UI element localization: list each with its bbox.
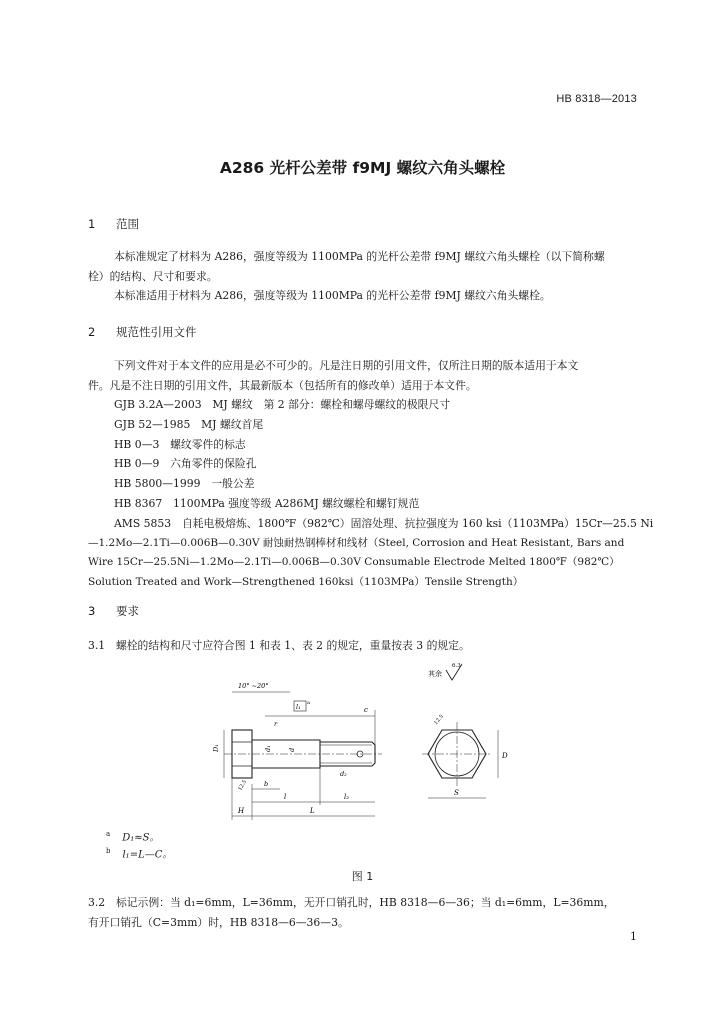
clause-3-2 xyxy=(88,893,638,932)
refs-intro xyxy=(88,356,638,395)
text-line: 下列文件对于本文件的应用是必不可少的。凡是注日期的引用文件，仅所注日期的版本适用于本文 xyxy=(114,359,579,372)
footnote-mark: b xyxy=(106,847,111,855)
dim-L: L xyxy=(310,807,315,815)
dim-S: S xyxy=(454,789,459,797)
chamfer-roughness: 12.5 xyxy=(237,779,249,792)
dim-a-superscript: a xyxy=(307,700,310,706)
bolt-drawing xyxy=(180,660,520,822)
text-line: 本标准适用于材料为 A286，强度等级为 1100MPa 的光杆公差带 f9MJ 螺纹六角头螺栓。 xyxy=(114,289,551,302)
text-line: —1.2Mo—2.1Ti—0.006B—0.30V 耐蚀耐热钢棒材和线材（Steel, Corrosion and Heat Resistant, Bars and xyxy=(88,536,625,549)
section-3-heading xyxy=(88,603,139,619)
dim-d1: d₁ xyxy=(264,745,272,752)
scope-paragraph-2 xyxy=(88,286,638,306)
dim-d: d xyxy=(288,747,296,752)
dim-H: H xyxy=(238,807,245,815)
reference-item: HB 8367 1100MPa 强度等级 A286MJ 螺纹螺栓和螺钉规范 xyxy=(114,496,420,510)
page-title: A286 光杆公差带 f9MJ 螺纹六角头螺栓 xyxy=(219,159,506,177)
angle-label: 10° ~20° xyxy=(238,682,269,690)
text-line: Wire 15Cr—25.5Ni—1.2Mo—2.1Ti—0.006B—0.30V Consumable Electrode Melted 1800℉（982℃） xyxy=(88,556,620,568)
dim-r: r xyxy=(274,720,278,728)
roughness-value: 6.3 xyxy=(452,663,461,669)
roughness-label: 其余 xyxy=(428,670,442,678)
section-title: 规范性引用文件 xyxy=(116,325,197,339)
section-number: 3 xyxy=(88,604,96,618)
reference-item: HB 0—3 螺纹零件的标志 xyxy=(114,437,246,451)
text-line: 有开口销孔（C=3mm）时，HB 8318—6—36—3。 xyxy=(88,915,349,929)
dim-b: b xyxy=(264,780,269,788)
reference-item: GJB 3.2A—2003 MJ 螺纹 第 2 部分：螺栓和螺母螺纹的极限尺寸 xyxy=(114,398,451,411)
footnote-text: D₁≈S。 xyxy=(122,832,160,844)
text-line: 栓）的结构、尺寸和要求。 xyxy=(88,269,218,283)
reference-item: GJB 52—1985 MJ 螺纹首尾 xyxy=(114,417,264,431)
dim-c: c xyxy=(364,706,368,714)
text-line: Solution Treated and Work—Strengthened 160ksi（1103MPa）Tensile Strength） xyxy=(88,575,524,588)
clause-3-1: 3.1 螺栓的结构和尺寸应符合图 1 和表 1、表 2 的规定，重量按表 3 的规定。 xyxy=(88,639,470,652)
dim-D: D xyxy=(502,752,508,760)
section-title: 范围 xyxy=(116,217,139,231)
text-line: 3.2 标记示例：当 d₁=6mm，L=36mm，无开口销孔时，HB 8318—6—36；当 d₁=6mm，L=36mm， xyxy=(88,896,615,909)
scope-paragraph-1 xyxy=(88,247,638,286)
reference-item: HB 5800—1999 一般公差 xyxy=(114,477,255,491)
section-title: 要求 xyxy=(116,604,139,618)
standard-code: HB 8318—2013 xyxy=(556,93,637,105)
dim-l1: l₁ xyxy=(296,703,301,711)
dim-l2: l₂ xyxy=(344,793,350,801)
page-number: 1 xyxy=(630,930,637,943)
dim-D1: D₁ xyxy=(212,744,220,752)
section-number: 2 xyxy=(88,325,96,339)
text-line: AMS 5853 自耗电极熔炼、1800℉（982℃）固溶处理、抗拉强度为 160 ksi（1103MPa）15Cr—25.5 Ni xyxy=(114,517,654,530)
footnote-text: l₁=L—C。 xyxy=(122,849,173,861)
reference-item: HB 0—9 六角零件的保险孔 xyxy=(114,457,257,471)
section-number: 1 xyxy=(88,217,96,231)
reference-item-ams xyxy=(88,514,654,592)
dim-l: l xyxy=(284,793,287,801)
reference-list xyxy=(114,395,450,514)
figure-caption: 图 1 xyxy=(351,870,374,883)
dim-d2: d₂ xyxy=(340,770,347,778)
text-line: 本标准规定了材料为 A286，强度等级为 1100MPa 的光杆公差带 f9MJ 螺纹六角头螺栓（以下简称螺 xyxy=(114,250,605,263)
chamfer-roughness-end: 12.5 xyxy=(433,713,445,727)
section-1-heading xyxy=(88,216,139,232)
footnote-mark: a xyxy=(106,830,111,838)
footnote-b xyxy=(106,843,172,863)
section-2-heading xyxy=(88,324,197,340)
text-line: 件。凡是不注日期的引用文件，其最新版本（包括所有的修改单）适用于本文件。 xyxy=(88,378,477,392)
